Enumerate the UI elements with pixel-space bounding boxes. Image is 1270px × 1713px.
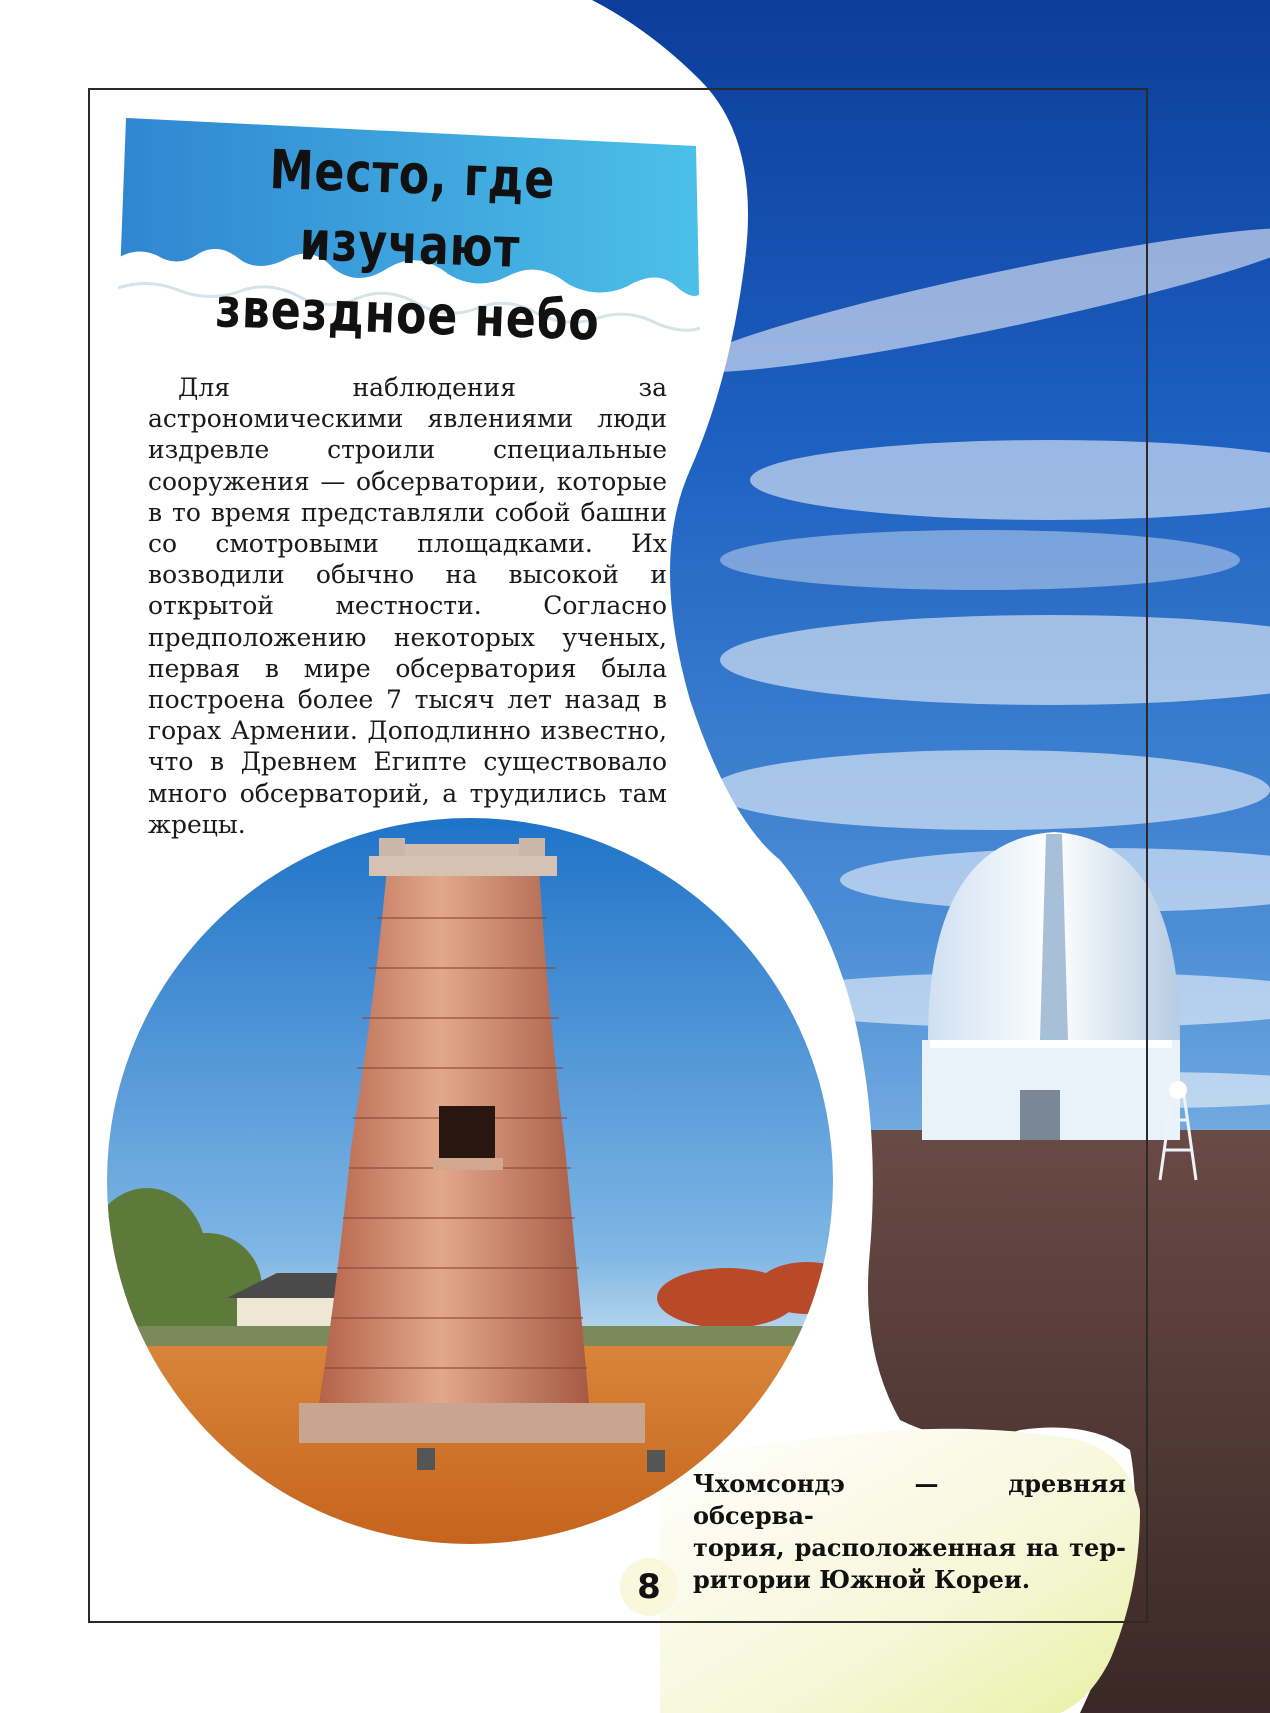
- caption-line-3: ритории Южной Кореи.: [693, 1565, 1031, 1594]
- title-line-1: Место, где изучают: [268, 138, 557, 280]
- page-title: [185, 132, 635, 357]
- photo-caption: [693, 1468, 1126, 1596]
- caption-line-1: Чхомсондэ — древняя обсерва-: [693, 1469, 1126, 1530]
- cheomseongdae-photo: [107, 818, 833, 1544]
- page-number: 8: [620, 1558, 678, 1616]
- title-line-2: звездное небо: [214, 276, 601, 353]
- body-paragraph: Для наблюдения за астрономическими явлениями люди издревле строили специальные сооружения — обсерватории, которые в то время представляли собой башни со смотровыми площадками. Их возводили обычно на высокой и открытой местности. Согласно предположению некоторых ученых, первая в мире обсерватория была построена более 7 тысяч лет назад в горах Армении. Доподлинно известно, что в Древнем Египте существовало много обсерваторий, а трудились там жрецы.: [148, 373, 667, 839]
- caption-line-2: тория, расположенная на тер-: [693, 1533, 1126, 1562]
